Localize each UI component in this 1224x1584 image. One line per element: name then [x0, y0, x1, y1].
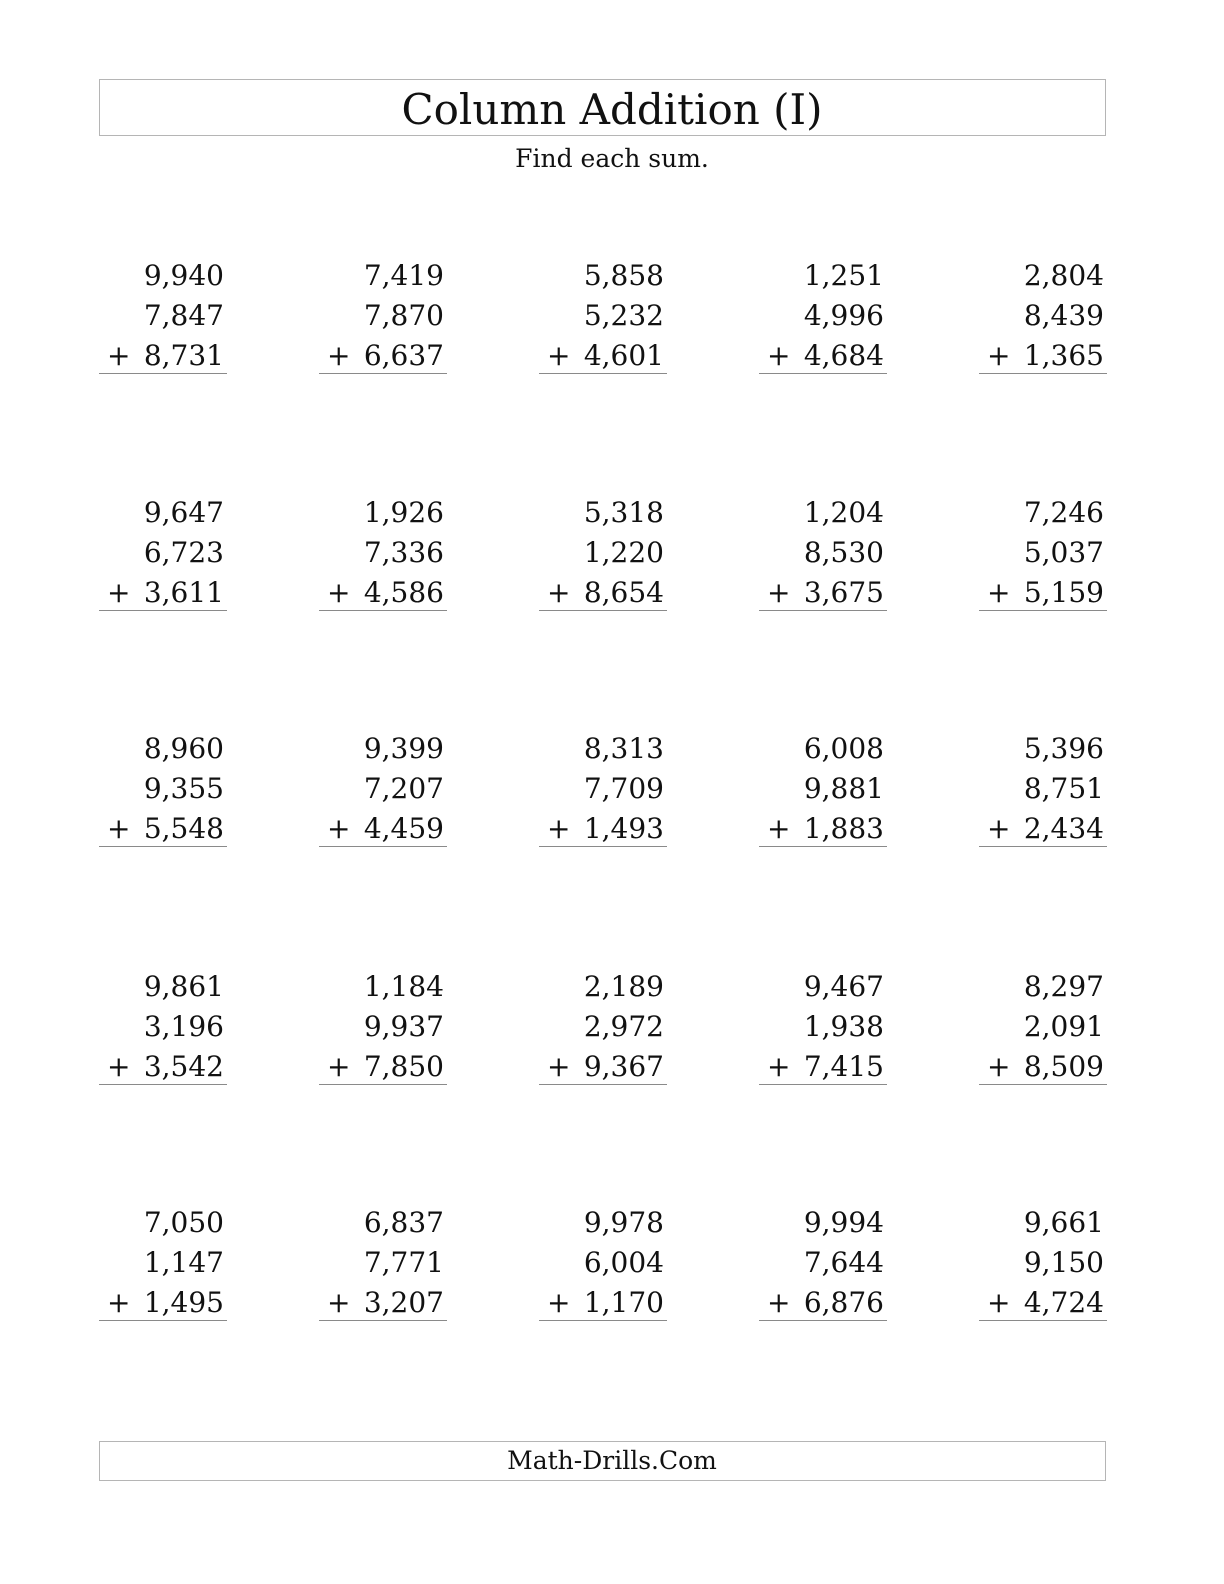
- addend-3: 8,654: [583, 576, 664, 609]
- answer-line[interactable]: [759, 610, 887, 611]
- addend-1: 7,050: [143, 1206, 224, 1239]
- addend-3: 4,586: [363, 576, 444, 609]
- answer-line[interactable]: [979, 610, 1107, 611]
- addition-problem: [99, 258, 227, 376]
- plus-sign: +: [107, 1050, 131, 1083]
- addend-3: 7,415: [803, 1050, 884, 1083]
- addition-problem: [99, 495, 227, 613]
- addend-3: 1,883: [803, 812, 884, 845]
- addend-2: 2,091: [1023, 1010, 1104, 1043]
- addend-2: 5,232: [583, 299, 664, 332]
- plus-sign: +: [767, 812, 791, 845]
- addend-2: 1,147: [143, 1246, 224, 1279]
- plus-sign: +: [327, 339, 351, 372]
- answer-line[interactable]: [979, 846, 1107, 847]
- addend-1: 6,008: [803, 732, 884, 765]
- addend-1: 8,297: [1023, 970, 1104, 1003]
- answer-line[interactable]: [539, 373, 667, 374]
- addend-2: 8,751: [1023, 772, 1104, 805]
- plus-sign: +: [327, 576, 351, 609]
- addend-1: 6,837: [363, 1206, 444, 1239]
- addend-1: 7,246: [1023, 496, 1104, 529]
- plus-sign: +: [987, 339, 1011, 372]
- addend-1: 5,396: [1023, 732, 1104, 765]
- plus-sign: +: [987, 1050, 1011, 1083]
- addend-1: 9,647: [143, 496, 224, 529]
- addend-1: 2,189: [583, 970, 664, 1003]
- answer-line[interactable]: [539, 1320, 667, 1321]
- addition-problem: [539, 731, 667, 849]
- addition-problem: [319, 1205, 447, 1323]
- addend-2: 6,723: [143, 536, 224, 569]
- answer-line[interactable]: [759, 1320, 887, 1321]
- addition-problem: [759, 495, 887, 613]
- addition-problem: [759, 1205, 887, 1323]
- answer-line[interactable]: [99, 1320, 227, 1321]
- addend-3: 6,637: [363, 339, 444, 372]
- addend-2: 7,644: [803, 1246, 884, 1279]
- addend-1: 2,804: [1023, 259, 1104, 292]
- addend-1: 9,978: [583, 1206, 664, 1239]
- answer-line[interactable]: [539, 1084, 667, 1085]
- addition-problem: [99, 969, 227, 1087]
- footer-text: Math-Drills.Com: [507, 1446, 717, 1475]
- addend-1: 9,399: [363, 732, 444, 765]
- addend-2: 1,220: [583, 536, 664, 569]
- addend-2: 9,355: [143, 772, 224, 805]
- answer-line[interactable]: [979, 1320, 1107, 1321]
- answer-line[interactable]: [99, 846, 227, 847]
- plus-sign: +: [107, 1286, 131, 1319]
- page-title: Column Addition (I): [401, 85, 823, 134]
- addition-problem: [979, 969, 1107, 1087]
- addend-1: 9,940: [143, 259, 224, 292]
- addend-3: 6,876: [803, 1286, 884, 1319]
- addend-3: 2,434: [1023, 812, 1104, 845]
- answer-line[interactable]: [99, 1084, 227, 1085]
- addition-problem: [539, 969, 667, 1087]
- addend-2: 7,207: [363, 772, 444, 805]
- addition-problem: [539, 258, 667, 376]
- addend-2: 7,870: [363, 299, 444, 332]
- addend-3: 5,548: [143, 812, 224, 845]
- plus-sign: +: [767, 1050, 791, 1083]
- addition-problem: [319, 731, 447, 849]
- answer-line[interactable]: [979, 1084, 1107, 1085]
- answer-line[interactable]: [539, 846, 667, 847]
- addition-problem: [979, 731, 1107, 849]
- plus-sign: +: [547, 576, 571, 609]
- addend-2: 7,709: [583, 772, 664, 805]
- answer-line[interactable]: [759, 373, 887, 374]
- answer-line[interactable]: [539, 610, 667, 611]
- addition-problem: [979, 495, 1107, 613]
- plus-sign: +: [767, 1286, 791, 1319]
- answer-line[interactable]: [99, 610, 227, 611]
- addition-problem: [979, 258, 1107, 376]
- answer-line[interactable]: [319, 1320, 447, 1321]
- addend-1: 9,467: [803, 970, 884, 1003]
- plus-sign: +: [547, 812, 571, 845]
- plus-sign: +: [987, 1286, 1011, 1319]
- addend-2: 5,037: [1023, 536, 1104, 569]
- addend-2: 9,881: [803, 772, 884, 805]
- plus-sign: +: [327, 1286, 351, 1319]
- addition-problem: [759, 258, 887, 376]
- addend-2: 9,937: [363, 1010, 444, 1043]
- addend-3: 1,495: [143, 1286, 224, 1319]
- answer-line[interactable]: [759, 1084, 887, 1085]
- addend-3: 4,684: [803, 339, 884, 372]
- addend-3: 4,724: [1023, 1286, 1104, 1319]
- addend-3: 1,493: [583, 812, 664, 845]
- addend-2: 3,196: [143, 1010, 224, 1043]
- plus-sign: +: [107, 812, 131, 845]
- plus-sign: +: [107, 339, 131, 372]
- plus-sign: +: [987, 812, 1011, 845]
- addend-1: 1,204: [803, 496, 884, 529]
- addend-1: 8,313: [583, 732, 664, 765]
- addend-2: 7,847: [143, 299, 224, 332]
- plus-sign: +: [767, 576, 791, 609]
- plus-sign: +: [327, 812, 351, 845]
- addend-3: 3,542: [143, 1050, 224, 1083]
- addend-3: 9,367: [583, 1050, 664, 1083]
- addend-1: 1,184: [363, 970, 444, 1003]
- addend-1: 5,858: [583, 259, 664, 292]
- plus-sign: +: [107, 576, 131, 609]
- addend-2: 8,530: [803, 536, 884, 569]
- addend-1: 9,661: [1023, 1206, 1104, 1239]
- addend-3: 8,731: [143, 339, 224, 372]
- addend-3: 8,509: [1023, 1050, 1104, 1083]
- addend-2: 7,336: [363, 536, 444, 569]
- plus-sign: +: [987, 576, 1011, 609]
- addend-2: 7,771: [363, 1246, 444, 1279]
- addend-2: 9,150: [1023, 1246, 1104, 1279]
- instructions: Find each sum.: [515, 144, 709, 173]
- addend-2: 2,972: [583, 1010, 664, 1043]
- addition-problem: [319, 258, 447, 376]
- addition-problem: [99, 1205, 227, 1323]
- addend-1: 1,251: [803, 259, 884, 292]
- answer-line[interactable]: [979, 373, 1107, 374]
- addend-1: 7,419: [363, 259, 444, 292]
- plus-sign: +: [547, 1286, 571, 1319]
- addend-1: 1,926: [363, 496, 444, 529]
- answer-line[interactable]: [319, 373, 447, 374]
- addend-3: 7,850: [363, 1050, 444, 1083]
- addition-problem: [979, 1205, 1107, 1323]
- answer-line[interactable]: [319, 610, 447, 611]
- plus-sign: +: [547, 339, 571, 372]
- addition-problem: [759, 731, 887, 849]
- addend-1: 5,318: [583, 496, 664, 529]
- answer-line[interactable]: [319, 846, 447, 847]
- addend-3: 3,611: [143, 576, 224, 609]
- addition-problem: [99, 731, 227, 849]
- addend-1: 8,960: [143, 732, 224, 765]
- addend-2: 8,439: [1023, 299, 1104, 332]
- addend-3: 3,207: [363, 1286, 444, 1319]
- addend-2: 4,996: [803, 299, 884, 332]
- addend-3: 5,159: [1023, 576, 1104, 609]
- addend-1: 9,861: [143, 970, 224, 1003]
- plus-sign: +: [547, 1050, 571, 1083]
- addition-problem: [539, 495, 667, 613]
- addition-problem: [319, 969, 447, 1087]
- answer-line[interactable]: [319, 1084, 447, 1085]
- addend-3: 3,675: [803, 576, 884, 609]
- addend-3: 4,459: [363, 812, 444, 845]
- plus-sign: +: [767, 339, 791, 372]
- addend-3: 1,170: [583, 1286, 664, 1319]
- answer-line[interactable]: [99, 373, 227, 374]
- addend-1: 9,994: [803, 1206, 884, 1239]
- addition-problem: [319, 495, 447, 613]
- addend-3: 1,365: [1023, 339, 1104, 372]
- plus-sign: +: [327, 1050, 351, 1083]
- answer-line[interactable]: [759, 846, 887, 847]
- addition-problem: [759, 969, 887, 1087]
- addend-3: 4,601: [583, 339, 664, 372]
- addend-2: 1,938: [803, 1010, 884, 1043]
- addend-2: 6,004: [583, 1246, 664, 1279]
- addition-problem: [539, 1205, 667, 1323]
